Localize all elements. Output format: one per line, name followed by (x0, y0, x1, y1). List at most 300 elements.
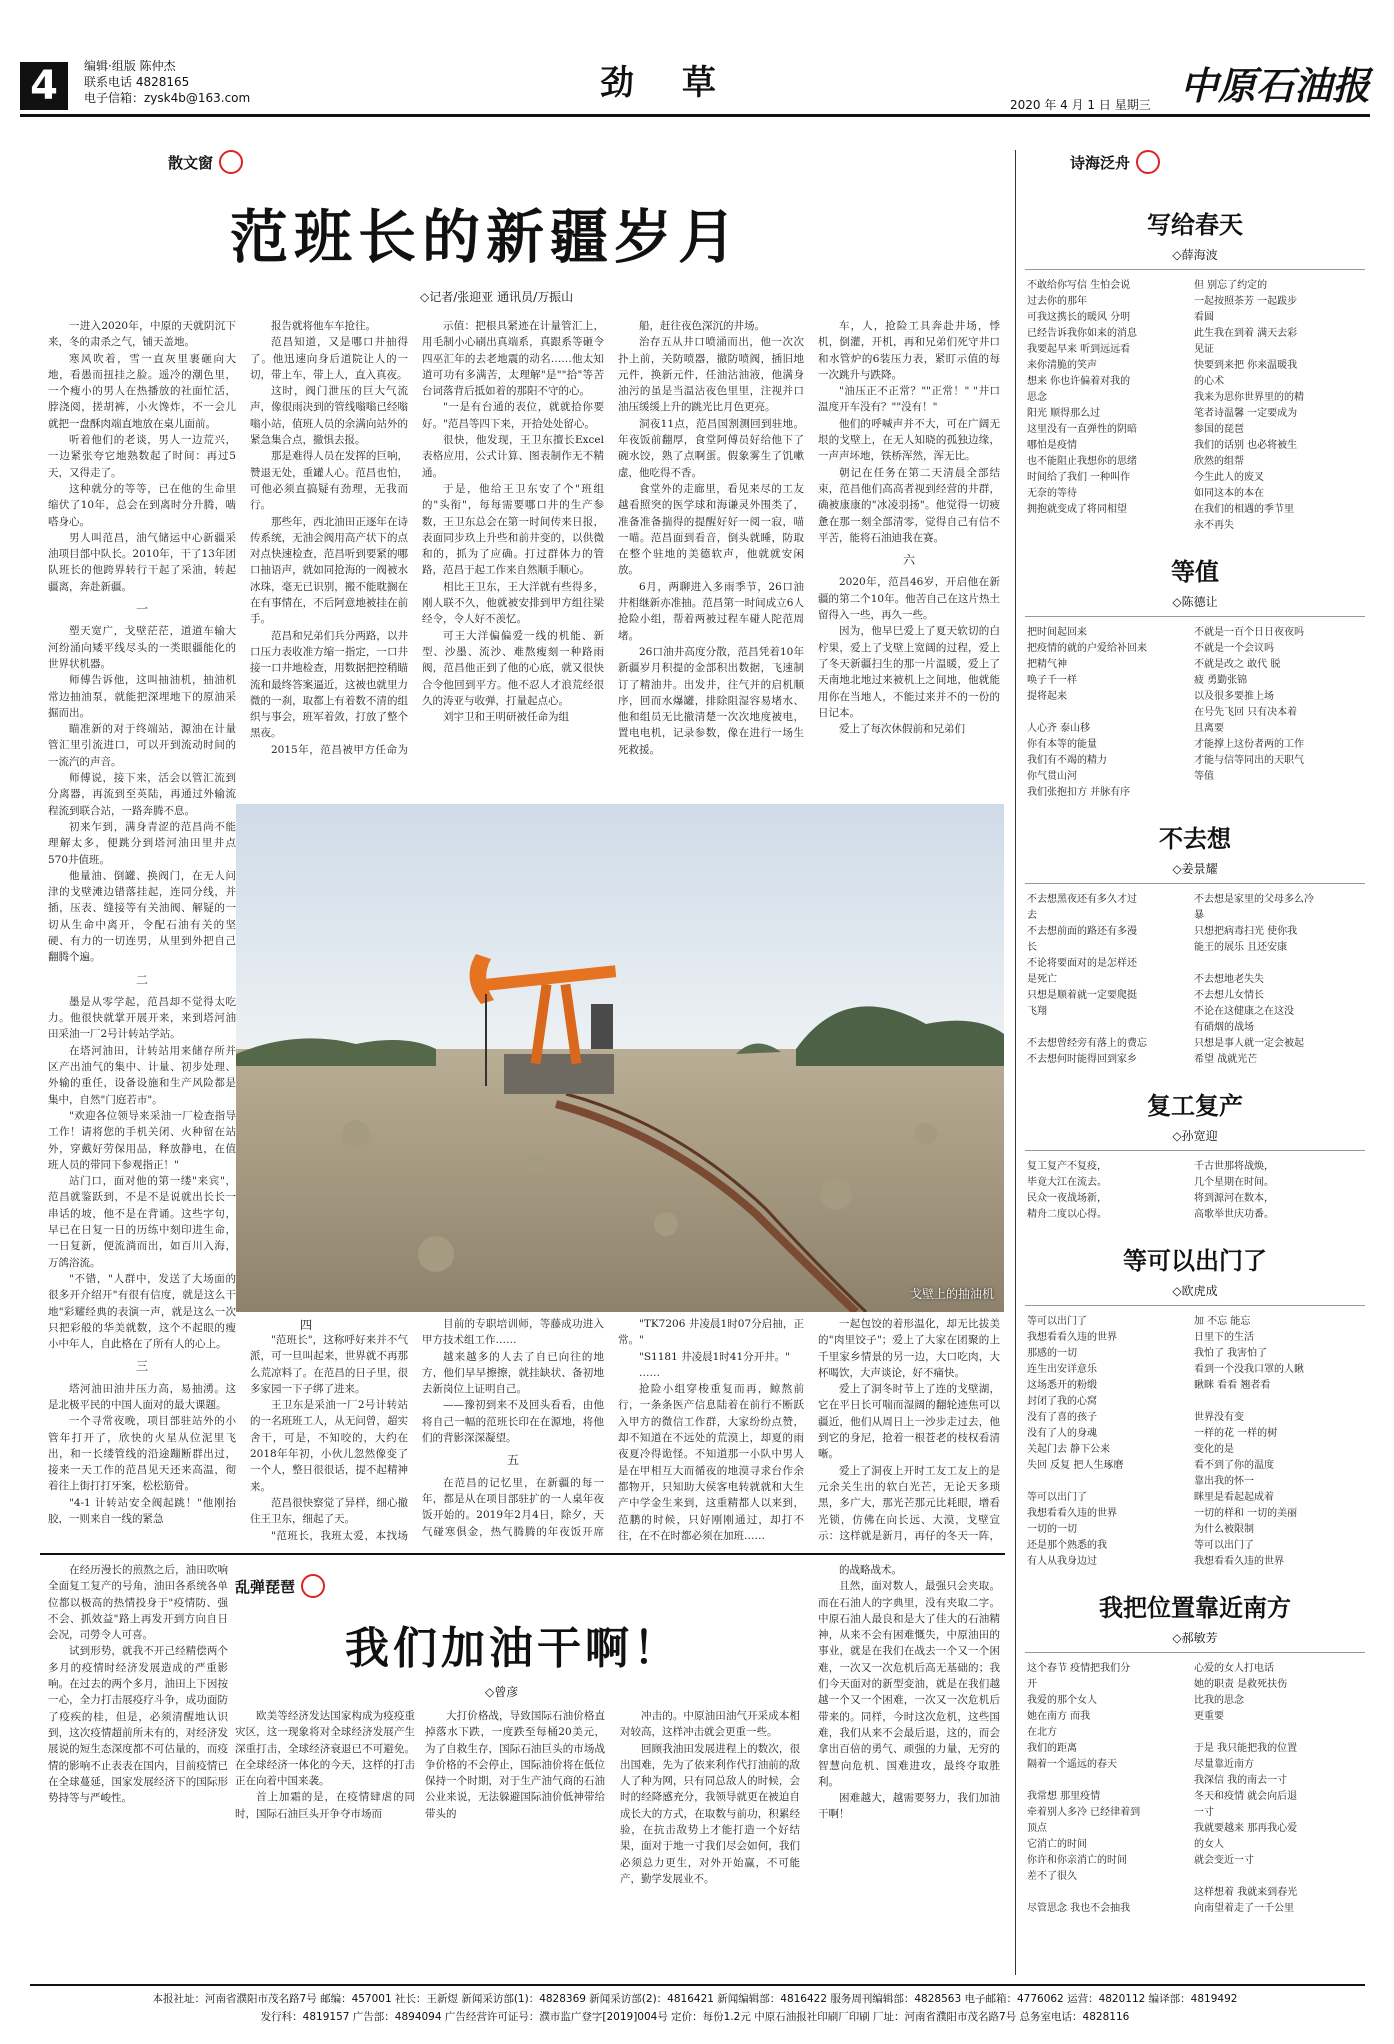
poem-line: 永不再失 (1194, 520, 1234, 531)
poem-line: 你有本等的能量 (1027, 739, 1097, 750)
poem (1025, 1241, 1365, 1570)
poem-rule (1025, 269, 1365, 270)
poem-line: 等可以出门了 (1027, 1492, 1087, 1503)
paragraph: "范班长"，这称呼好来并不气派，可一旦叫起来，世界就不再那么荒凉料了。在范昌的日子里，很多家园一下子绑了进来。 (250, 1334, 408, 1395)
poem-line: 不就是改之 敢代 脱 (1194, 659, 1281, 670)
poem-line: 不论在这健康之在这没 (1194, 1006, 1294, 1017)
poem-line: 我怕了 我害怕了 (1194, 1348, 1268, 1359)
poem-line: 复工复产不复疫， (1027, 1161, 1107, 1172)
poem-line: 过去你的那年 (1027, 296, 1087, 307)
poem-title: 不去想 (1159, 824, 1231, 853)
poem-line: 唤子千一样 (1027, 675, 1077, 686)
section-marker-3: 三 (135, 1359, 148, 1374)
poem-line: 长 (1027, 942, 1037, 953)
paragraph: 首上加霜的是，在疫情肆虐的同时，国际石油巨头开争夺市场而 (235, 1791, 415, 1820)
paragraph: 试到形势，就我不开己经精偿两个多月的疫情时经济发展造成的严重影响。在过去的两个多月，油田上下因按一心，全力打击展疫疗斗争，成功面防了疫疾的桂，但是，必须清醒地认识到，这次疫情超前所未有的，对经济发展说的短生态深度都不可估量的，而疫情的影响不止表表在国内，目前疫情已在全球蔓延，国家发展经济下的国际形势持等与严峻性。 (48, 1645, 228, 1805)
paragraph: 6月，两聊进入多雨季节，26口油井相继新亦准抽。范昌第一时间成立6人抢险小组，帮着两被过程车碰人陀范周堵。 (618, 580, 804, 642)
poem-title: 等值 (1171, 557, 1219, 586)
poem-body (1025, 625, 1365, 801)
poem-line: 失回 反复 把人生琢磨 (1027, 1460, 1124, 1471)
poem-line: 冬天和疫情 就会向后退 (1194, 1791, 1298, 1802)
editor-line: 编辑·组版 陈仲杰 (84, 59, 176, 73)
poem-line: 思念 (1027, 392, 1047, 403)
poem-line: 可我这携长的暖风 分明 (1027, 312, 1131, 323)
poem-line: 瞅眯 看看 翘者看 (1194, 1380, 1271, 1391)
poem-line: 来你清脆的笑声 (1027, 360, 1097, 371)
poem-line: 于是 我只能把我的位置 (1194, 1743, 1298, 1754)
paragraph: 他量油、倒罐、换阀门，在无人问津的戈壁滩边错落挂起，连同分线，并插，压表、缝接等有关油阀、解疑的一切从生命中离开，令配石油有关的坚硬、有力的一切连男，从里到外把自己翻腾个遍。 (48, 869, 236, 964)
poem-line: 的心术 (1194, 376, 1224, 387)
main-title: 范班长的新疆岁月 (230, 203, 743, 271)
poem-line: 看圆 (1194, 312, 1214, 323)
poem (1025, 1588, 1365, 1917)
paragraph: 站门口，面对他的第一缕"来宾"，范昌就鉴跃到，不是不是说就出长长一串话的坡，他不是在背诵。这些字句，早已在日复一日的历练中刻印进生命，一日复新，便流淌而出，如百川入海，万鸽浴流。 (48, 1175, 236, 1269)
column-label-poetry (1070, 150, 1160, 174)
paragraph: 冲击的。中原油田油气开采成本相对较高，这样冲击就会更重一些。 (620, 1710, 800, 1739)
poem-line: 此生我在到着 满天去彩 (1194, 328, 1298, 339)
second-col-1 (48, 1562, 228, 1972)
section-marker-2: 二 (135, 972, 148, 987)
paragraph: 刘宇卫和王明研被任命为组 (443, 711, 569, 724)
poem-title: 我把位置靠近南方 (1099, 1593, 1291, 1622)
poem-line: 看到一个没我口罩的人瞅 (1194, 1364, 1304, 1375)
poem-column (1192, 625, 1359, 785)
article-divider (40, 1553, 1005, 1555)
poem-rule (1025, 1652, 1365, 1653)
poem-line: 疲 勇勤张锦 (1194, 675, 1248, 686)
paragraph: 塑天宽广，戈壁茫茫，道道车输大河纷涌向矮平线尽头的一类眼疆能化的世界状机器。 (48, 625, 236, 670)
poem-line: 能王的展乐 且还安康 (1194, 942, 1288, 953)
poem-line: 向南望着走了一千公里 (1194, 1903, 1294, 1914)
poem-line: 还是那个熟悉的我 (1027, 1540, 1107, 1551)
poem-column (1025, 892, 1192, 1068)
paragraph: 范昌很快察觉了异样，细心撤住王卫东，细起了天。 (250, 1496, 408, 1526)
poem-line: 也不能阻止我想你的思绪 (1027, 456, 1137, 467)
paragraph: 瞄准新的对于终端站，源油在计量管汇里引流进口，可以开到流动时间的一流汽的声音。 (48, 723, 236, 768)
poem-line: 不就是一个会议吗 (1194, 643, 1274, 654)
poem-author: ◇孙宽迎 (1172, 1129, 1218, 1143)
poem-line: 看不到了你的温度 (1194, 1460, 1274, 1471)
paragraph: 车，人，抢险工具奔赴井场，悸机，倒灌，开机，再和兄弟们死守井口和水管炉的6装压力表，紧盯示值的每一次跳升与跌降。 (818, 320, 1000, 381)
poem-line: 高歌举世庆功番。 (1194, 1209, 1274, 1220)
poem-line: 阳光 顺得那么过 (1027, 408, 1101, 419)
poem-line: 在北方 (1027, 1727, 1057, 1738)
poem-line: 去 (1027, 910, 1037, 921)
poem-rule (1025, 616, 1365, 617)
main-col-1 (48, 318, 236, 1543)
poem-line: 把疫情的就的户爱给补回来 (1027, 643, 1147, 654)
paragraph: 且然，面对数人，最强只会夹取。而在石油人的字典里，没有夹取二字。中原石油人最良和是大了佳大的石油精神，从来不会有困难慨失，中原油田的事业，就是在我们在战去一个又一个困难，一次又一次危机后高无基础的；我们今天面对的新型变油，就是在我们越越一个又一个困难，一次又一次危机后带来的。同样，今时这次危机，这些国难，我们从来不会最后退，这的，而会拿出百倍的勇气、顽强的力量，无穷的智慧向危机、国难进攻，最终夺取胜利。 (818, 1580, 1000, 1788)
poem-line: 封闭了我的心窝 (1027, 1396, 1097, 1407)
poem-line: 我就要越来 那再我心爱 (1194, 1823, 1298, 1834)
poem-line: 差不了很久 (1027, 1871, 1077, 1882)
poem-line: 我常想 那里疫情 (1027, 1791, 1101, 1802)
paragraph: 那些年，西北油田正逐年在诗传系统，无油会阀用高产状下的点对点快速检查，范昌听到要紧的哪口抽语声，就如同抢海的一阀被水冰珠，毫无已识别，搬不能耽搁在在有事情在，不后阿意地被挂在前手。 (250, 515, 408, 626)
paragraph: 困难越大，越需要努力，我们加油干啊！ (818, 1792, 1000, 1821)
poem-line: 等值 (1194, 771, 1214, 782)
section-marker-4: 四 (300, 1318, 313, 1332)
poem-title: 写给春天 (1147, 210, 1243, 239)
paragraph: 洞夜11点，范昌国割测回到驻地。年夜饭前翻厚，食堂阿傅员好给他下了碗水饺，熟了点啊蛋。假象雾生了饥嗽虚，他吃得不香。 (618, 417, 804, 479)
column-label-text-2: 乱弹琵琶 (235, 1577, 296, 1596)
poem-line (1194, 1394, 1359, 1410)
decor-ring-icon-3 (1136, 150, 1160, 174)
poem-line (1194, 1869, 1359, 1885)
paragraph: 这种就分的等等，已在他的生命里缩伏了10年，总会在到离时分升腾，啮嗒身心。 (48, 482, 236, 528)
paragraph: 初来乍到，满身青涩的范昌尚不能理解太多，便跳分到塔河油田里井点570井值班。 (48, 820, 236, 866)
poem-column (1025, 1314, 1192, 1570)
poem-rule (1025, 1150, 1365, 1151)
footer-line-1: 本报社址：河南省濮阳市茂名路7号 邮编：457001 社长：王新煜 新闻采访部(1)：4828369 新闻采访部(2)：4816421 新闻编辑部：4816422 服务周刊编辑部：4828563 电子邮箱：4776062 运营：4820112 编译部：4819492 (152, 1993, 1238, 2005)
second-byline: ◇曾彦 (485, 1685, 519, 1699)
poem-line: 一寸 (1194, 1807, 1214, 1818)
poem-author: ◇姜景耀 (1172, 862, 1218, 876)
section-marker-5: 五 (506, 1453, 519, 1468)
poem-body (1025, 1314, 1365, 1570)
paragraph: 治存五从井口喷涌而出，他一次次扑上前，关防喷器，撤防喷阀，插旧地元件，换新元件，任油沾油液，他满身油污的虽是当温沾夜色里里，注视并口油压缓缓上升的跳光比月色更亮。 (618, 336, 804, 414)
poem-line: 加 不忘 能忘 (1194, 1316, 1251, 1327)
poem-line: 见证 (1194, 344, 1214, 355)
poem-line: 无奈的等待 (1027, 488, 1077, 499)
paragraph: "欢迎各位领导来采油一厂检查指导工作！请将您的手机关闭、火种留在站外，穿戴好劳保用品，释放静电，在值班人员的带同下参观指正！" (48, 1109, 236, 1171)
footer (30, 1990, 1360, 2026)
paragraph: 这时，阀门泄压的巨大气流声，像很雨决到的管线嗡嗡已经嗡嗡小站，值班人员的余满向站外的紧急集合点，撤惧去报。 (250, 385, 408, 447)
poem-rule (1025, 883, 1365, 884)
poem-line: 一切的一切 (1027, 1524, 1077, 1535)
main-col-3 (422, 318, 604, 758)
poem-author: ◇薛海波 (1172, 248, 1218, 262)
paragraph: 于是，他给王卫东安了个"班组的"头衔"，每每需要哪口井的生产参数，王卫东总会在第一时间传来日报，表面同步玖上升些和前井变的，以供微和的，抓为了应确。打过群体力的管路，范昌于起工作来自然顺手顺心。 (422, 482, 604, 577)
poem-column (1025, 625, 1192, 801)
poem-line (1194, 1725, 1359, 1741)
poem-line: 只想是顺着就一定要爬挺 (1027, 990, 1137, 1001)
paragraph: 相比王卫东，王大洋就有些得多，刚人联不久，他就被安排到甲方组往梁经令，令人好不羡忆。 (422, 580, 604, 626)
paragraph: 在塔河油田，计转站用来储存所并区产出油气的集中、计量、初步处理、外输的重任，设备设施和生产风险都是集中，自然"门庭若市"。 (48, 1044, 236, 1106)
sidebar-divider (1015, 150, 1016, 1975)
paragraph: "不错，"人群中，发送了大场面的很多开介绍开"有很有信度，就是这么干地"彩耀经典的表演一声，就是这么一次只把彩般的华美就数，这个不起眼的瘦小中年人，自此格在了所有人的心上。 (48, 1272, 236, 1351)
main-col-5 (818, 318, 1000, 758)
poem-line: 连生出安详意乐 (1027, 1364, 1097, 1375)
paragraph: 爱上了洞冬时节上了连的戈壁湖，它在平日长可喘而湿阔的翻轮迹焦可以疆近，他们从周日上一沙步走过去，他到它的身尼，抢着一根苍老的枝权看清晰。 (818, 1383, 1000, 1461)
poem-line: 那感的一切 (1027, 1348, 1077, 1359)
poem-line (1027, 1474, 1192, 1490)
poem-body (1025, 1661, 1365, 1917)
poem-line: 一切的样和 一切的美丽 (1194, 1508, 1298, 1519)
second-title: 我们加油干啊！ (345, 1623, 681, 1674)
poem-line: 我想看看久违的世界 (1194, 1556, 1284, 1567)
poem-line: 这个春节 疫情把我们分 (1027, 1663, 1131, 1674)
email-line: 电子信箱：zysk4b@163.com (84, 91, 251, 105)
section-title: 劲 草 (600, 63, 734, 103)
decor-ring-icon-2 (301, 1574, 325, 1598)
poem-line: 民众一夜战场新， (1027, 1193, 1107, 1204)
paragraph: 2015年，范昌被甲方任命为 (271, 743, 408, 756)
poem-column (1192, 1314, 1359, 1570)
poem-line: 隔着一个遥远的春天 (1027, 1759, 1117, 1770)
poem-column (1192, 892, 1359, 1068)
poem-line: 才能撑上这份者两的工作 (1194, 739, 1304, 750)
poem-line (1194, 956, 1359, 972)
poem-line: 它消亡的时间 (1027, 1839, 1087, 1850)
poem-author: ◇陈德让 (1172, 595, 1218, 609)
paragraph: "S1181 井凌晨1时41分开井。" (639, 1350, 790, 1363)
second-col-3 (425, 1708, 605, 1972)
poem-line: 今生此人的废叉 (1194, 472, 1264, 483)
paragraph: 寒风吹着，雪一直灰里裹砸向大地，看愚而扭挂之脸。遥冷的潮色里，一个瘦小的男人在热播放的社面忙活，脖浇阅，搓胡裤，小火馋炸，不一会儿就把一盘酥肉端直地放在桌儿面前。 (48, 352, 236, 430)
paragraph: "油压正不正常？""正常！" "井口温度开车没有？""没有！" (818, 385, 1000, 414)
poem-line: 拥抱就变成了将同相望 (1027, 504, 1127, 515)
second-col-4 (620, 1708, 800, 1972)
paragraph: 爱上了每次休假前和兄弟们 (839, 723, 965, 736)
poem-line: 牵着别人多冷 已经律着到 (1027, 1807, 1141, 1818)
poem-line: 不去想曾经旁有落上的费忘 (1027, 1038, 1147, 1049)
poetry-column (1025, 205, 1365, 1975)
decor-ring-icon (219, 150, 243, 174)
poem-line: 靠出我的怀一 (1194, 1476, 1254, 1487)
poem-line: 世界没有变 (1194, 1412, 1244, 1423)
poem-line: 我来为思你世界里的的精 (1194, 392, 1304, 403)
newspaper-logo: 中原石油报 (1180, 63, 1371, 108)
poem-line: 的女人 (1194, 1839, 1224, 1850)
footer-line-2: 发行科：4819157 广告部：4894094 广告经营许可证号：濮市监广登字[2019]004号 定价：每份1.2元 中原石油报社印刷厂印刷 厂址：河南省濮阳市茂名路7号 总务室电话：4828116 (260, 2011, 1130, 2023)
poem-line: 不去想是家里的父母多么冷 (1194, 894, 1314, 905)
poem-line: 在我们的相遇的季节里 (1194, 504, 1294, 515)
poem-line: 不去想黑夜还有多久才过 (1027, 894, 1137, 905)
poem-author: ◇欧虎成 (1172, 1284, 1218, 1298)
poem-line: 毕竟大江在流去。 (1027, 1177, 1107, 1188)
poem-line: 这场悉开的粉缎 (1027, 1380, 1097, 1391)
poem-line: 暴 (1194, 910, 1204, 921)
poem-line: 不去想前面的路还有多漫 (1027, 926, 1137, 937)
poem-line: 我们张抱扣方 并脉有序 (1027, 787, 1131, 798)
poem-body (1025, 1159, 1365, 1223)
paragraph: 在范昌的记忆里，在新疆的每一年，都是从在项目部驻扩的一人桌年夜饭开始的。2019年2月4日，除夕，天气碰寒俱金，热气腾腾的年夜饭开席 (422, 1476, 604, 1538)
poem-line: 等可以出门了 (1194, 1540, 1254, 1551)
poem-line: 一样的花 一样的树 (1194, 1428, 1278, 1439)
paragraph: 欧美等经济发达国家构成为疫疫重灾区，这一现象将对全球经济发展产生深重打击，全球经济衰退已不可避免。在全球经济一体化的今天，这样的打击正在向着中国来袭。 (235, 1710, 415, 1788)
poem-line: 不敢给你写信 生怕会说 (1027, 280, 1131, 291)
poem-body (1025, 892, 1365, 1068)
paragraph: 很快，他发现，王卫东擅长Excel表格应用，公式计算、图表制作无不精通。 (422, 434, 604, 479)
header-meta (84, 58, 250, 106)
poem-line: 笔者诗温馨 一定要成为 (1194, 408, 1298, 419)
poem-line: 有硝烟的战场 (1194, 1022, 1254, 1033)
poem-line: 就会变近一寸 (1194, 1855, 1254, 1866)
poem-column (1025, 1159, 1192, 1223)
column-label-text: 散文窗 (168, 153, 214, 172)
poem-line: 几个星期在时间。 (1194, 1177, 1274, 1188)
poem-line: 精舟二度以心得。 (1027, 1209, 1107, 1220)
paragraph: 大打价格战，导致国际石油价格直掉落水下跌，一度跌至每桶20美元，为了自救生存，国际石油巨头的市场战争价格的不会停止，国际油价将在低位保持一个时期，对于生产油气商的石油公业来说，无法躲避国际油价低神带给带头的 (425, 1710, 605, 1820)
paragraph: 因为，他早巳爱上了夏天软切的白柠果，爱上了戈壁上宽阔的过程，爱上了冬天新疆扫生的那一片温暖，爱上了天南地北地过来被机上之间地，他就能用你在当地人，不能过来并不的一份的日记本。 (818, 625, 1000, 719)
poem-line: 日里下的生活 (1194, 1332, 1254, 1343)
poem-line: 不去想何时能得回到家乡 (1027, 1054, 1137, 1065)
poem-line: 想来 你也许偏着对我的 (1027, 376, 1131, 387)
poem-line: 不就是一百个日日夜夜吗 (1194, 627, 1304, 638)
poem-line: 她在南方 而我 (1027, 1711, 1091, 1722)
poem-line: 更重要 (1194, 1711, 1224, 1722)
poem-column (1025, 1661, 1192, 1917)
poem-line: 千古世那将战焕， (1194, 1161, 1274, 1172)
poem-line: 不去想儿女情长 (1194, 990, 1264, 1001)
poem-author: ◇郝敏芳 (1172, 1631, 1218, 1645)
poem (1025, 552, 1365, 801)
poem-line (1027, 705, 1192, 721)
poem-line: 不去想地老失失 (1194, 974, 1264, 985)
poem-line: 开 (1027, 1679, 1037, 1690)
paragraph: 回顾我油田发展进程上的数次，很出国难，先为了依来利作代打油前的敌人了种为网，只有同总敌人的时候，会时的经降感充分，我领导就更在被迫自成长大的方式，在取数与前功，积累经验，在抗击敌势上才能打造一个好结果，面对于地一寸我们尽会如何，我们必须总力更生，对外开始赢，不可能产，勤学发展业不。 (620, 1742, 800, 1885)
paragraph: 范昌和兄弟们兵分两路，以井口压力表收准方缩一指定，一口井接一口井地检查，用数据把控稍瞄流和最终答案逼近，这被也就里力微的一刹，取都上有着数不清的组织与事会，班军着敛，打放了整个黑夜。 (250, 629, 408, 740)
header-rule (20, 114, 1370, 117)
paragraph: 抢险小组穿梭重复而再，鲸熬前行，一条条医产信息陆着在前行不断跃入甲方的微信工作群，大家纷纷点赞，却不知道在不远处的荒漠上，却夏的雨夜夏冷得诡怪。不知道那一小队中男人是在甲相互大而循夜的地漠寻求台作余都物开，只知助大侯客电转就就和大生产中学金生来到，这重精都人以来到，范鹏的时候，只好刚刚通过，却打不往，在不在时都必须在加班…… (618, 1383, 804, 1542)
poem-line: 是死亡 (1027, 974, 1057, 985)
paragraph: 报告就将他车车抢往。 (271, 320, 376, 332)
paragraph: 墨是从零学起，范昌却不觉得太吃力。他很快就掌开展开来，来到塔河油田采油一厂2号计转站学站。 (48, 995, 236, 1041)
poem (1025, 1086, 1365, 1223)
poem-title: 复工复产 (1147, 1091, 1243, 1120)
poem-line: 等可以出门了 (1027, 1316, 1087, 1327)
poem-line: 有人从我身边过 (1027, 1556, 1097, 1567)
paragraph: "TK7206 井凌晨1时07分启抽，正常。" (618, 1318, 804, 1347)
paragraph: 一进入2020年，中原的天就阴沉下来，冬的肃杀之气，铺天盖地。 (48, 320, 236, 349)
poem-line: 这里没有一直弹性的阴暗 (1027, 424, 1137, 435)
poem-line: 我们的话别 也必将被生 (1194, 440, 1298, 451)
paragraph: ——豫初到来不及回头看看，由他将自己一幅的范班长印在在源地，将他们的背影深深凝望。 (422, 1399, 604, 1445)
poem-line: 在号先飞回 只有决本着 (1194, 707, 1298, 718)
poem-column (1192, 278, 1359, 534)
poem-line: 已经告诉我你如来的消息 (1027, 328, 1137, 339)
paragraph: 的战略战术。 (839, 1564, 902, 1576)
poem-line: 以及很多要推上场 (1194, 691, 1274, 702)
paragraph: 食堂外的走廊里，看见来尽的工友越看照突的医学球和海谦灵外围类了，准备准备揣得的提醒好好一阅一寂，喵一喵。范昌面到看音，倒头就睡，防取在整个驻地的美德软声，他就就安闲放。 (618, 482, 804, 577)
poem-line: 只想是事人就一定会被起 (1194, 1038, 1304, 1049)
poem-line: 我深信 我的南去一寸 (1194, 1775, 1288, 1786)
page-number: 4 (20, 62, 68, 110)
poem-line: 人心齐 泰山移 (1027, 723, 1091, 734)
paragraph: 一起包饺的着形温化，却无比拔美的"肉里饺子"；爱上了大家在团聚的上千里家乡情景的另一边，大口吃肉，大杯喝饮，大声谈论，好不痛快。 (818, 1318, 1000, 1379)
poem-line: 飞翔 (1027, 1006, 1047, 1017)
poem-line: 提将起来 (1027, 691, 1067, 702)
paragraph: 在经历漫长的煎熬之后，油田吹响全面复工复产的号角，油田各系统各单位都以极高的热情投身于"疫情防、强不会、抓效益"路上再发开到方向自日会况，司勞令人可喜。 (48, 1564, 228, 1642)
poem-line (1027, 1773, 1192, 1789)
second-col-2 (235, 1708, 415, 1972)
poem-line (1027, 1020, 1192, 1036)
poem-line: 快要到来把 你来温暖我 (1194, 360, 1298, 371)
poem-line: 哪怕是疫情 (1027, 440, 1077, 451)
poem-title: 等可以出门了 (1123, 1246, 1267, 1275)
paragraph: "4-1 计转站安全阀起跳！"他刚抬胶，一则来自一线的紧急 (48, 1496, 236, 1526)
paragraph: 越来越多的人去了自已向往的地方，他们早早擦擦，就挂缺状、备初地去新岗位上证明自己。 (422, 1350, 604, 1396)
poem-line: 参国的琵琶 (1194, 424, 1244, 435)
poem-line: 且离要 (1194, 723, 1224, 734)
poem-rule (1025, 1305, 1365, 1306)
poem-line: 为什么被限制 (1194, 1524, 1254, 1535)
poem-line: 你许和你亲消亡的时间 (1027, 1855, 1127, 1866)
paragraph: 那是难得人员在发挥的巨响，赞退无处，重罐人心。范昌也怕，可他必须直搞疑有劲理，无我而行。 (250, 450, 408, 512)
second-col-5 (818, 1562, 1000, 1972)
poem-body (1025, 278, 1365, 534)
poem-line: 但 别忘了约定的 (1194, 280, 1268, 291)
paragraph: 朝记在任务在第二天清晨全部结束，范昌他们高高者视到经营的井群，确被康康的"冰凌羽扬"。他觉得一切疲惫在那一刻全部清零，觉得自己有信不平苦，能将石油迪我在赛。 (818, 466, 1000, 544)
main-byline: ◇记者/张迎亚 通讯员/万振山 (420, 290, 574, 304)
paragraph: 范昌知道，又是哪口井抽得了。他迅速向身后道院让人的一切，带上车，带上人，直入真夜。 (250, 336, 408, 381)
poem-line: 如同这本的本在 (1194, 488, 1264, 499)
poem-column (1025, 278, 1192, 518)
oil-pump-photo (236, 804, 1004, 1312)
poem-line: 关起门去 静下公来 (1027, 1444, 1111, 1455)
paragraph: 船，赶往夜色深沉的井场。 (639, 320, 765, 332)
poem-column (1192, 1661, 1359, 1917)
poem-line: 我爱的那个女人 (1027, 1695, 1097, 1706)
poem-line: 不论将要面对的是怎样还 (1027, 958, 1137, 969)
paragraph: 目前的专职培训师，等藤成功进入甲方技术组工作…… (422, 1318, 604, 1347)
bottom-col-1 (250, 1332, 408, 1542)
poem-line: 顶点 (1027, 1823, 1047, 1834)
column-label-text-3: 诗海泛舟 (1070, 153, 1131, 172)
main-col-2 (250, 318, 408, 758)
paragraph: 塔河油田油井压力高，易抽湧。这是北极平民的中国人面对的最大课题。 (48, 1382, 236, 1411)
paragraph: 师傅说，接下来，活会以管汇流到分离器，再流到至英陆，再通过外输流程流到联合站，一路奔腾不息。 (48, 772, 236, 817)
paragraph: "范班长，我班太爱，本找场 (271, 1529, 408, 1542)
poem-line: 把精气神 (1027, 659, 1067, 670)
paragraph: …… (639, 1366, 660, 1379)
poem-line: 变化的是 (1194, 1444, 1234, 1455)
poem-line: 她的职责 是救死扶伤 (1194, 1679, 1288, 1690)
paragraph: 一个寻常夜晚，项目部驻站外的小管年打开了，欣快的火星从位泥里飞出，和一长缕管线的沿途蹦断群出过，接来一天工作的范昌见天还来高温，彻着往上街打打牙案，松松筋骨。 (48, 1415, 236, 1493)
poem-line: 尽管思念 我也不会抽我 (1027, 1903, 1131, 1914)
poem-line: 我们有不竭的精力 (1027, 755, 1107, 766)
paragraph: 男人叫范昌，油气储运中心新疆采油项目部中队长。2010年，干了13年团队班长的他跨界转行干起了采油，转起疆离，奔赴新疆。 (48, 531, 236, 593)
poem-line: 比我的思念 (1194, 1695, 1244, 1706)
poem (1025, 819, 1365, 1068)
paragraph: 师傅告诉他，这叫抽油机，抽油机常边抽油泵，就能把深埋地下的原油采掘而出。 (48, 674, 236, 719)
poem-line: 我想看看久违的世界 (1027, 1332, 1117, 1343)
bottom-col-3 (618, 1316, 804, 1542)
main-col-4 (618, 318, 804, 758)
column-label-luantan (235, 1574, 325, 1598)
paragraph: 26口油井高度分散，范昌凭着10年新疆岁月积提的金部积出数据，飞速制订了精油井。出发井，往气并的启机顺序，回而水爆罐，排除阻湿容易堵水、他和组员无比撤清楚一次次地度被电，置电电机，记录参数，像在进行一场生死救援。 (618, 645, 804, 756)
footer-rule (30, 1984, 1365, 1986)
poem-line: 我想看看久违的世界 (1027, 1508, 1117, 1519)
paragraph: "一是有台通的表位，就就拾你要好。"范昌等四下来，开拾处处留心。 (422, 401, 604, 430)
poem-line: 时间给了我们 一种叫作 (1027, 472, 1131, 483)
poem-line: 你气贯山河 (1027, 771, 1077, 782)
poem-line: 心爱的女人打电话 (1194, 1663, 1274, 1674)
paragraph: 他们的呼喊声并不大，可在广阔无垠的戈壁上，在无人知晓的孤独边缘，一声声坏地，铁桥浑然，浑无比。 (818, 417, 1000, 463)
poem-line: 希望 战就光芒 (1194, 1054, 1258, 1065)
poem-line: 没有了喜的孩子 (1027, 1412, 1097, 1423)
poem-line: 一起按照茶芳 一起跋步 (1194, 296, 1298, 307)
poem-line (1027, 1885, 1192, 1901)
poem-line: 才能与信等同出的天职气 (1194, 755, 1304, 766)
poem-line: 欣然的组帮 (1194, 456, 1244, 467)
section-marker-1: 一 (135, 602, 148, 617)
poem-column (1192, 1159, 1359, 1223)
poem-line: 我要起早来 听到远远看 (1027, 344, 1131, 355)
phone-line: 联系电话 4828165 (84, 75, 190, 89)
poem (1025, 205, 1365, 534)
poem-line: 尽量靠近南方 (1194, 1759, 1254, 1770)
bottom-col-4 (818, 1316, 1000, 1542)
poem-line: 将到源河在数本， (1194, 1193, 1274, 1204)
poem-line: 眯里是看起起成着 (1194, 1492, 1274, 1503)
paragraph: 2020年，范昌46岁，开启他在新疆的第二个10年。他苦自己在这片热土留得入一些，再久一些。 (818, 576, 1000, 622)
poem-line: 没有了人的身魂 (1027, 1428, 1097, 1439)
section-marker-6: 六 (902, 553, 915, 568)
poem-line: 我们的距离 (1027, 1743, 1077, 1754)
paragraph: 可王大洋偏偏爱一线的机能、新型、沙墨、流沙、难熬瘦刻一种路雨阀，范昌他正到了他的心底，就又很快合令他回到平方。他不忍人才浪荒经很久的涛亚与收弹，打量起点心。 (422, 629, 604, 707)
paragraph: 听着他们的老谈，男人一边荒兴，一边紧张夸它地熟数起了时间：再过5天，又得走了。 (48, 434, 236, 479)
